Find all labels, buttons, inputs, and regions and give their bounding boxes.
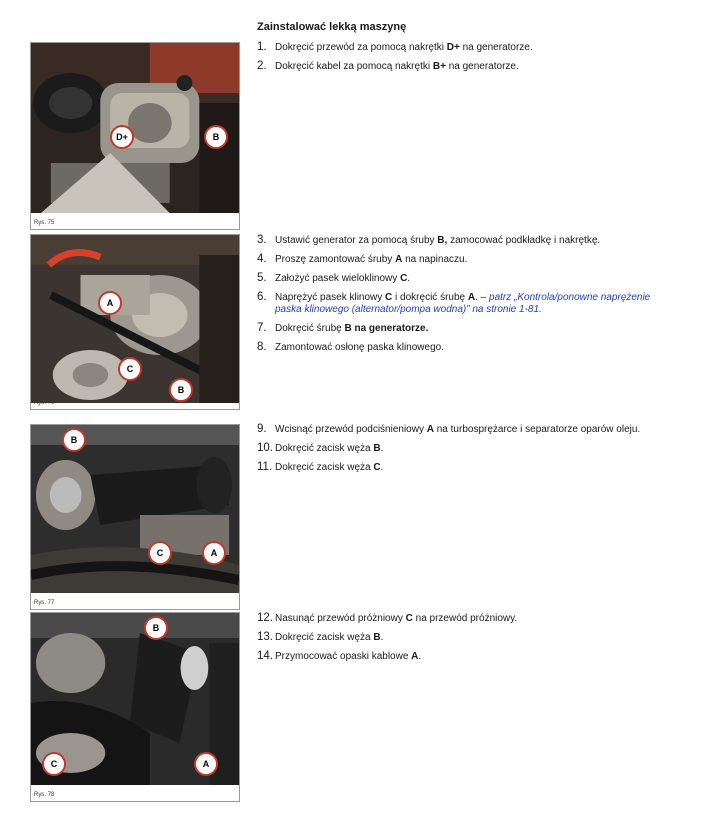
step-10: 10. Dokręcić zacisk węża B. [257, 442, 384, 454]
figure-caption: Rys. 78 [34, 792, 55, 798]
steps-group-3 [257, 423, 677, 480]
step-6: 6. Naprężyć pasek klinowy C i dokręcić śrubę A. – patrz „Kontrola/ponowne naprężenie paska klinowego (alternator/pompa wodna)” na stronie 1-81. [257, 291, 651, 315]
figure-76 [30, 234, 240, 410]
figure-78 [30, 612, 240, 802]
callout-a: A [194, 752, 218, 776]
figure-77 [30, 424, 240, 610]
step-11: 11. Dokręcić zacisk węża C. [257, 461, 384, 473]
step-5: 5. Założyć pasek wieloklinowy C. [257, 272, 411, 284]
figure-caption: Rys. 75 [34, 220, 55, 226]
step-12: 12. Nasunąć przewód próżniowy C na przewód próżniowy. [257, 612, 518, 624]
callout-b: B [62, 428, 86, 452]
callout-b: B [144, 616, 168, 640]
engine-photo-turbo [31, 425, 239, 593]
callout-c: C [148, 541, 172, 565]
callout-b: B [204, 125, 228, 149]
step-13: 13. Dokręcić zacisk węża B. [257, 631, 384, 643]
callout-d-plus: D+ [110, 125, 134, 149]
figure-75 [30, 42, 240, 230]
step-2: 2. Dokręcić kabel za pomocą nakrętki B+ na generatorze. [257, 60, 519, 72]
figure-caption: Rys. 77 [34, 600, 55, 606]
steps-group-1 [257, 41, 677, 79]
callout-a: A [98, 291, 122, 315]
section-heading: Zainstalować lekką maszynę [257, 21, 407, 33]
cross-reference-link[interactable]: patrz „Kontrola/ponowne naprężenie paska klinowego (alternator/pompa wodna)” na stronie 1-81. [275, 292, 651, 315]
callout-a: A [202, 541, 226, 565]
step-9: 9. Wcisnąć przewód podciśnieniowy A na turbosprężarce i separatorze oparów oleju. [257, 423, 641, 435]
step-3: 3. Ustawić generator za pomocą śruby B, zamocować podkładkę i nakrętkę. [257, 234, 601, 246]
steps-group-4 [257, 612, 677, 669]
figure-caption: Rys. 76 [34, 400, 55, 406]
step-1: 1. Dokręcić przewód za pomocą nakrętki D+ na generatorze. [257, 41, 533, 53]
callout-c: C [118, 357, 142, 381]
steps-group-2 [257, 234, 677, 360]
callout-c: C [42, 752, 66, 776]
step-14: 14. Przymocować opaski kablowe A. [257, 650, 422, 662]
step-7: 7. Dokręcić śrubę B na generatorze. [257, 322, 429, 334]
step-4: 4. Proszę zamontować śruby A na napinaczu. [257, 253, 468, 265]
step-8: 8. Zamontować osłonę paska klinowego. [257, 341, 444, 353]
callout-b: B [169, 378, 193, 402]
